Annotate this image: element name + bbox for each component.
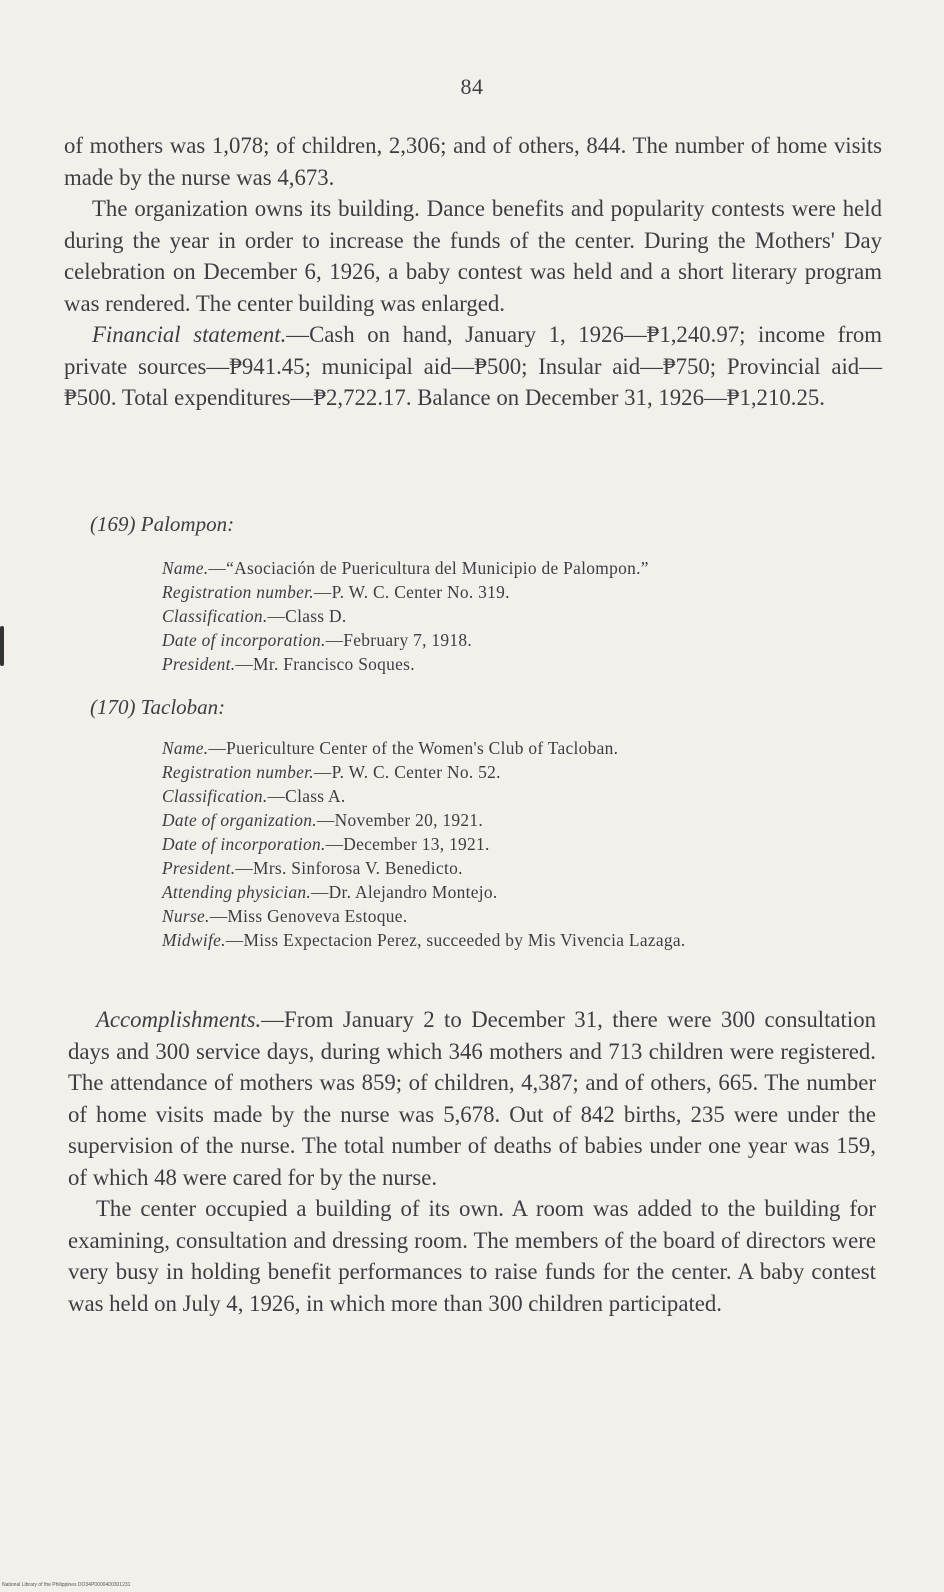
paragraph-text: of mothers was 1,078; of children, 2,306; and of others, 844. The number of home visits made by the nurse was 4,673. bbox=[64, 133, 882, 190]
entry-value: —Mrs. Sinforosa V. Benedicto. bbox=[235, 858, 463, 878]
paragraph-organization bbox=[64, 193, 882, 319]
paragraph-text: —From January 2 to December 31, there were 300 consultation days and 300 service days, during which 346 mothers and 713 children were registered. The attendance of mothers was 859; of children, 4,387; and of others, 665. The number of home visits made by the nurse was 5,678. Out of 842 births, 235 were under the supervision of the nurse. The total number of deaths of babies under one year was 159, of which 48 were cared for by the nurse. bbox=[68, 1007, 876, 1190]
page-number: 84 bbox=[460, 74, 484, 99]
paragraph-building bbox=[68, 1193, 876, 1319]
entry-president bbox=[162, 856, 886, 880]
entry-value: —Puericulture Center of the Women's Club of Tacloban. bbox=[208, 738, 619, 758]
entry-name bbox=[162, 556, 886, 580]
entry-label: Midwife. bbox=[162, 930, 226, 950]
section-title: Palompon: bbox=[140, 512, 235, 536]
footer-note: National Library of the Philippines DO34P0000400301231 bbox=[2, 1582, 131, 1588]
entry-value: —Class A. bbox=[267, 786, 346, 806]
entry-classification bbox=[162, 784, 886, 808]
entry-registration bbox=[162, 580, 886, 604]
paragraph-financial-statement bbox=[64, 319, 882, 414]
entry-name bbox=[162, 736, 886, 760]
paragraph-text: The organization owns its building. Dance benefits and popularity contests were held during the year in order to increase the funds of the center. During the Mothers' Day celebration on December 6, 1926, a baby contest was held and a short literary program was rendered. The center building was enlarged. bbox=[64, 196, 882, 316]
entry-label: President. bbox=[162, 858, 236, 878]
section-heading-tacloban bbox=[90, 695, 225, 720]
entry-label: Name. bbox=[162, 738, 209, 758]
entry-label: Registration number. bbox=[162, 582, 314, 602]
entry-classification bbox=[162, 604, 886, 628]
entry-value: —February 7, 1918. bbox=[325, 630, 473, 650]
paragraph-accomplishments bbox=[68, 1004, 876, 1193]
entry-value: —Miss Genoveva Estoque. bbox=[209, 906, 408, 926]
entry-registration bbox=[162, 760, 886, 784]
paragraph-continuation bbox=[64, 130, 882, 193]
paragraph-text: —Cash on hand, January 1, 1926—₱1,240.97; income from private sources—₱941.45; municipal aid—₱500; Insular aid—₱750; Provincial aid—₱500. Total expenditures—₱2,722.17. Balance on December 31, 1926—₱1,210.25. bbox=[64, 322, 882, 410]
entry-label: Registration number. bbox=[162, 762, 314, 782]
section-heading-palompon bbox=[90, 512, 234, 537]
entry-label: Nurse. bbox=[162, 906, 210, 926]
entry-incorporation bbox=[162, 628, 886, 652]
entry-value: —Dr. Alejandro Montejo. bbox=[310, 882, 498, 902]
entry-president bbox=[162, 652, 886, 676]
entry-value: —Class D. bbox=[267, 606, 347, 626]
entry-value: —Miss Expectacion Perez, succeeded by Mis Vivencia Lazaga. bbox=[225, 930, 686, 950]
entry-label: Classification. bbox=[162, 606, 268, 626]
entry-value: —P. W. C. Center No. 52. bbox=[313, 762, 501, 782]
entry-label: Attending physician. bbox=[162, 882, 311, 902]
top-text-block bbox=[64, 130, 882, 414]
paragraph-label: Financial statement. bbox=[92, 322, 287, 347]
entry-physician bbox=[162, 880, 886, 904]
entry-value: —December 13, 1921. bbox=[325, 834, 490, 854]
paragraph-text: The center occupied a building of its own. A room was added to the building for examining, consultation and dressing room. The members of the board of directors were very busy in holding benefit performances to raise funds for the center. A baby contest was held on July 4, 1926, in which more than 300 children participated. bbox=[68, 1196, 876, 1316]
margin-mark bbox=[0, 626, 4, 666]
entry-nurse bbox=[162, 904, 886, 928]
entry-value: —Mr. Francisco Soques. bbox=[235, 654, 415, 674]
entry-label: Name. bbox=[162, 558, 209, 578]
section-title: Tacloban: bbox=[140, 695, 226, 719]
entry-incorporation bbox=[162, 832, 886, 856]
paragraph-label: Accomplishments. bbox=[96, 1007, 262, 1032]
entry-list-palompon bbox=[162, 556, 886, 676]
entry-label: President. bbox=[162, 654, 236, 674]
entry-label: Date of incorporation. bbox=[162, 630, 326, 650]
entry-label: Date of organization. bbox=[162, 810, 317, 830]
entry-label: Classification. bbox=[162, 786, 268, 806]
entry-organization-date bbox=[162, 808, 886, 832]
entry-list-tacloban bbox=[162, 736, 886, 952]
entry-label: Date of incorporation. bbox=[162, 834, 326, 854]
entry-value: —“Asociación de Puericultura del Municipio de Palompon.” bbox=[208, 558, 649, 578]
section-number: (169) bbox=[90, 512, 136, 536]
entry-value: —P. W. C. Center No. 319. bbox=[313, 582, 510, 602]
bottom-text-block bbox=[68, 1004, 876, 1319]
entry-value: —November 20, 1921. bbox=[316, 810, 483, 830]
section-number: (170) bbox=[90, 695, 136, 719]
entry-midwife bbox=[162, 928, 886, 952]
